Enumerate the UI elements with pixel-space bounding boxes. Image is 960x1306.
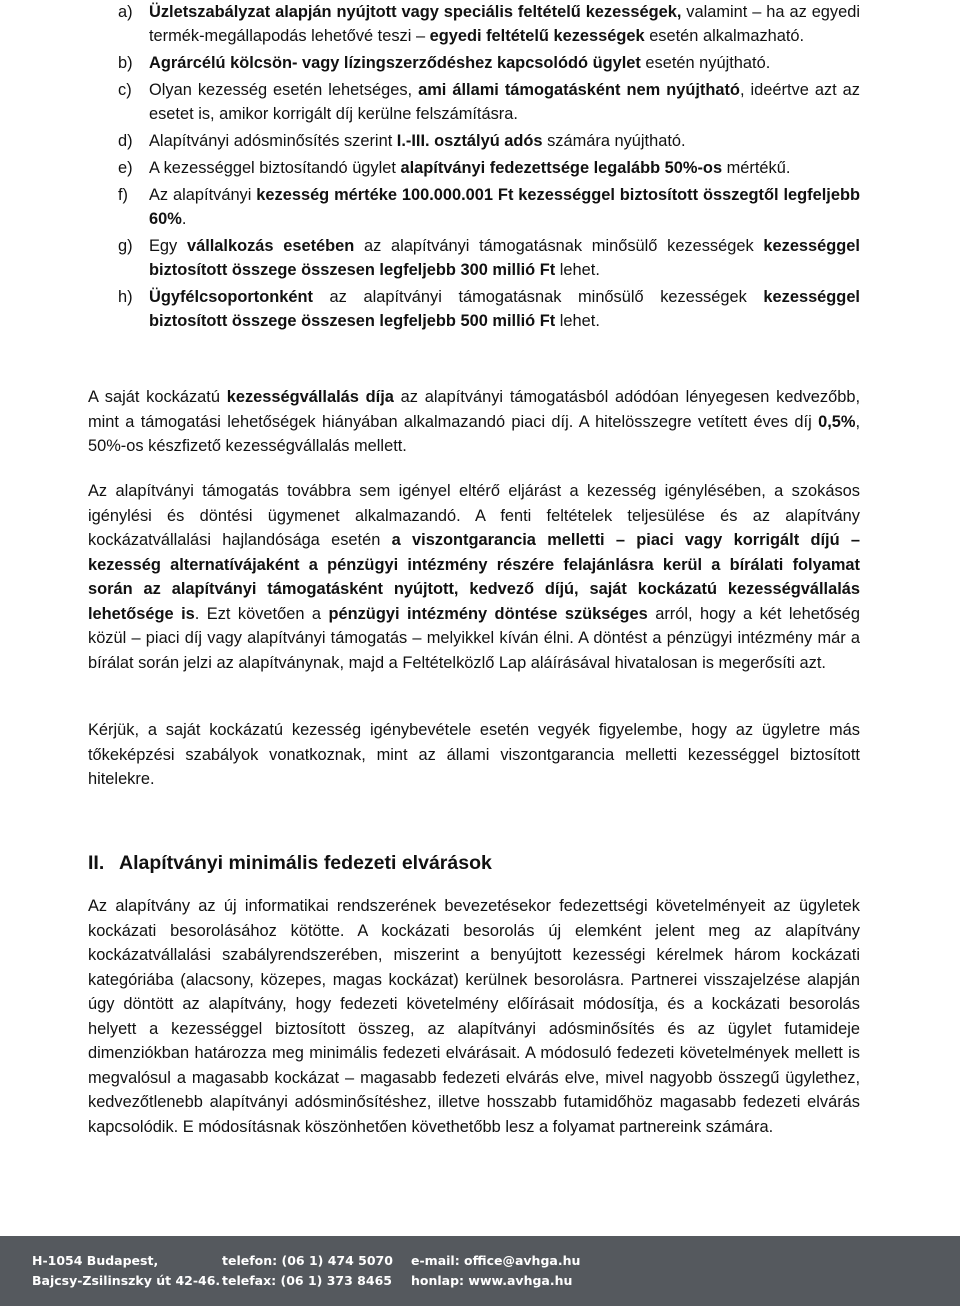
list-item-text [149, 3, 860, 45]
bold-text: 0,5% [818, 412, 856, 431]
text: az alapítványi támogatásnak minősülő kezességek [354, 237, 764, 255]
footer [0, 1236, 960, 1306]
list-item-text [149, 132, 686, 150]
list-item-label: h) [118, 288, 133, 306]
text: az alapítványi támogatásból adódóan lényegesen kedvezőbb, mint a támogatási lehetőségek hiányában alkalmazandó piaci díj. A hitelösszegre vetített éves díj [88, 388, 860, 431]
bold-text: Ügyfélcsoportonként [149, 288, 313, 306]
list-item [118, 183, 860, 231]
footer-address [32, 1251, 220, 1291]
list-item [118, 156, 860, 180]
text: mértékű. [722, 159, 791, 177]
list-item [118, 285, 860, 333]
footer-web[interactable]: honlap: www.avhga.hu [411, 1273, 573, 1288]
text: . Ezt követően a [194, 604, 329, 623]
bold-text: Agrárcélú kölcsön- vagy lízingszerződéshez kapcsolódó ügylet [149, 54, 641, 72]
procedure-paragraph [88, 479, 860, 675]
text: esetén nyújtható. [640, 54, 771, 72]
list-item [118, 234, 860, 282]
fee-paragraph [88, 385, 860, 459]
footer-fax: telefax: (06 1) 373 8465 [222, 1273, 392, 1288]
list-item [118, 0, 860, 48]
list-item-label: a) [118, 3, 133, 21]
list-item-text [149, 237, 860, 279]
text: , 50%-os készfizető kezességvállalás mellett. [88, 412, 860, 455]
text: Az alapítványi [149, 186, 257, 204]
bold-text: egyedi feltételű kezességek [429, 27, 645, 45]
text: . [181, 210, 187, 228]
list-item-label: g) [118, 237, 133, 255]
text: Az alapítványi támogatás továbbra sem igényel eltérő eljárást a kezesség igénylésében, a szokásos igénylési és döntési ügymenet alkalmazandó. A fenti feltételek teljesülése és az alapítvány kockázatvállalási hajlandósága esetén [88, 482, 860, 549]
section-paragraph: Az alapítvány az új informatikai rendszerének bevezetésekor fedezettségi követelményeit az ügyletek kockázati besorolásához kötötte. A kockázati besorolás új elemként jelent meg az alapítvány kockázatvállalási szabályrendszerében, miszerint a benyújtott kezességi kérelmek három kockázati kategóriába (alacsony, közepes, magas kockázat) kerülnek besorolásra. Partnerei visszajelzése alapján úgy döntött az alapítvány, hogy fedezeti követelmény előírásait módosítja, és a kockázati besorolás helyett a kezességgel biztosított összeg, az alapítványi adósminősítés és az ügylet futamideje dimenziókban határozza meg minimális fedezeti elvárásait. A módosuló fedezeti követelmények mellett is megvalósul a magasabb kockázat – magasabb fedezeti elvárás elve, mivel nagyobb összegű ügylethez, kedvezőtlenebb alapítványi adósminősítéshez, illetve hosszabb futamidőhöz magasabb fedezeti elvárás kapcsolódik. E módosításnak köszönhetően követhetőbb lesz a folyamat partnereink számára. [88, 897, 860, 1136]
bold-text: ami állami támogatásként nem nyújtható [418, 81, 740, 99]
bold-text: Üzletszabályzat alapján nyújtott vagy speciális feltételű kezességek, [149, 3, 682, 21]
text: A kezességgel biztosítandó ügylet [149, 159, 401, 177]
list-item-text [149, 288, 860, 330]
list-item-label: c) [118, 81, 132, 99]
list-item-text [149, 54, 770, 72]
bold-text: kezesség mértéke 100.000.001 Ft kezességgel biztosított összegtől legfeljebb 60% [149, 186, 860, 228]
section-number: II. [88, 852, 105, 874]
section-heading [88, 849, 860, 877]
text: esetén alkalmazható. [644, 27, 805, 45]
text: az alapítványi támogatásnak minősülő kezességek [312, 288, 764, 306]
text: Olyan kezesség esetén lehetséges, [149, 81, 419, 99]
text: Alapítványi adósminősítés szerint [149, 132, 397, 150]
bold-text: alapítványi fedezettsége legalább 50%-os [400, 159, 723, 177]
list-item-label: e) [118, 159, 133, 177]
section-title: Alapítványi minimális fedezeti elvárások [119, 852, 492, 874]
bold-text: vállalkozás esetében [186, 237, 355, 255]
text: számára nyújtható. [542, 132, 686, 150]
bold-text: kezességgel biztosított összege összesen legfeljebb 300 millió Ft [149, 237, 860, 279]
footer-contacts [411, 1251, 580, 1291]
bold-text: kezességvállalás díja [226, 388, 394, 406]
footer-address-line2: Bajcsy-Zsilinszky út 42-46. [32, 1273, 221, 1288]
list-item [118, 129, 860, 153]
bold-text: I.-III. osztályú adós [396, 132, 543, 150]
bold-text: kezességgel biztosított összege összesen legfeljebb 500 millió Ft [149, 288, 860, 330]
list-item-text [149, 186, 860, 228]
list-item-text [149, 81, 860, 123]
list-item [118, 78, 860, 126]
footer-phones [222, 1251, 393, 1291]
request-paragraph [88, 718, 860, 792]
footer-address-line1: H-1054 Budapest, [32, 1253, 159, 1268]
text: A saját kockázatú [88, 388, 227, 406]
footer-email[interactable]: e-mail: office@avhga.hu [411, 1253, 581, 1268]
bold-text: pénzügyi intézmény döntése szükséges [328, 604, 648, 623]
list-item-text [149, 159, 790, 177]
text: lehet. [555, 261, 600, 279]
conditions-list [118, 0, 860, 333]
list-item-label: f) [118, 186, 129, 204]
bold-text: a viszontgarancia melletti – piaci vagy korrigált díjú – kezesség alternatívájaként a pénzügyi intézmény részére felajánlásra kerül a bírálati folyamat során az alapítványi támogatásként nyújtott, kedvező díjú, saját kockázatú kezességvállalás lehetősége is [88, 531, 860, 623]
list-item-label: b) [118, 54, 133, 72]
list-item [118, 51, 860, 75]
text: Kérjük, a saját kockázatú kezesség igénybevétele esetén vegyék figyelembe, hogy az ügyletre más tőkeképzési szabályok vonatkoznak, mint az állami viszontgarancia melletti kezességgel biztosított hitelekre. [88, 721, 860, 788]
text: , ideértve azt az esetet is, amikor korrigált díj kerülne felszámításra. [149, 81, 860, 123]
footer-phone: telefon: (06 1) 474 5070 [222, 1253, 393, 1268]
text: arról, hogy a két lehetőség közül – piaci díj vagy alapítványi támogatás – melyikkel kíván élni. A döntést a pénzügyi intézmény már a bírálat során jelzi az alapítványnak, majd a Feltételközlő Lap aláírásával hivatalosan is megerősíti azt. [88, 604, 861, 672]
text: Egy [149, 237, 187, 255]
list-item-label: d) [118, 132, 133, 150]
text: lehet. [555, 312, 600, 330]
text: valamint – ha az egyedi termék-megállapodás lehetővé teszi – [149, 3, 860, 45]
